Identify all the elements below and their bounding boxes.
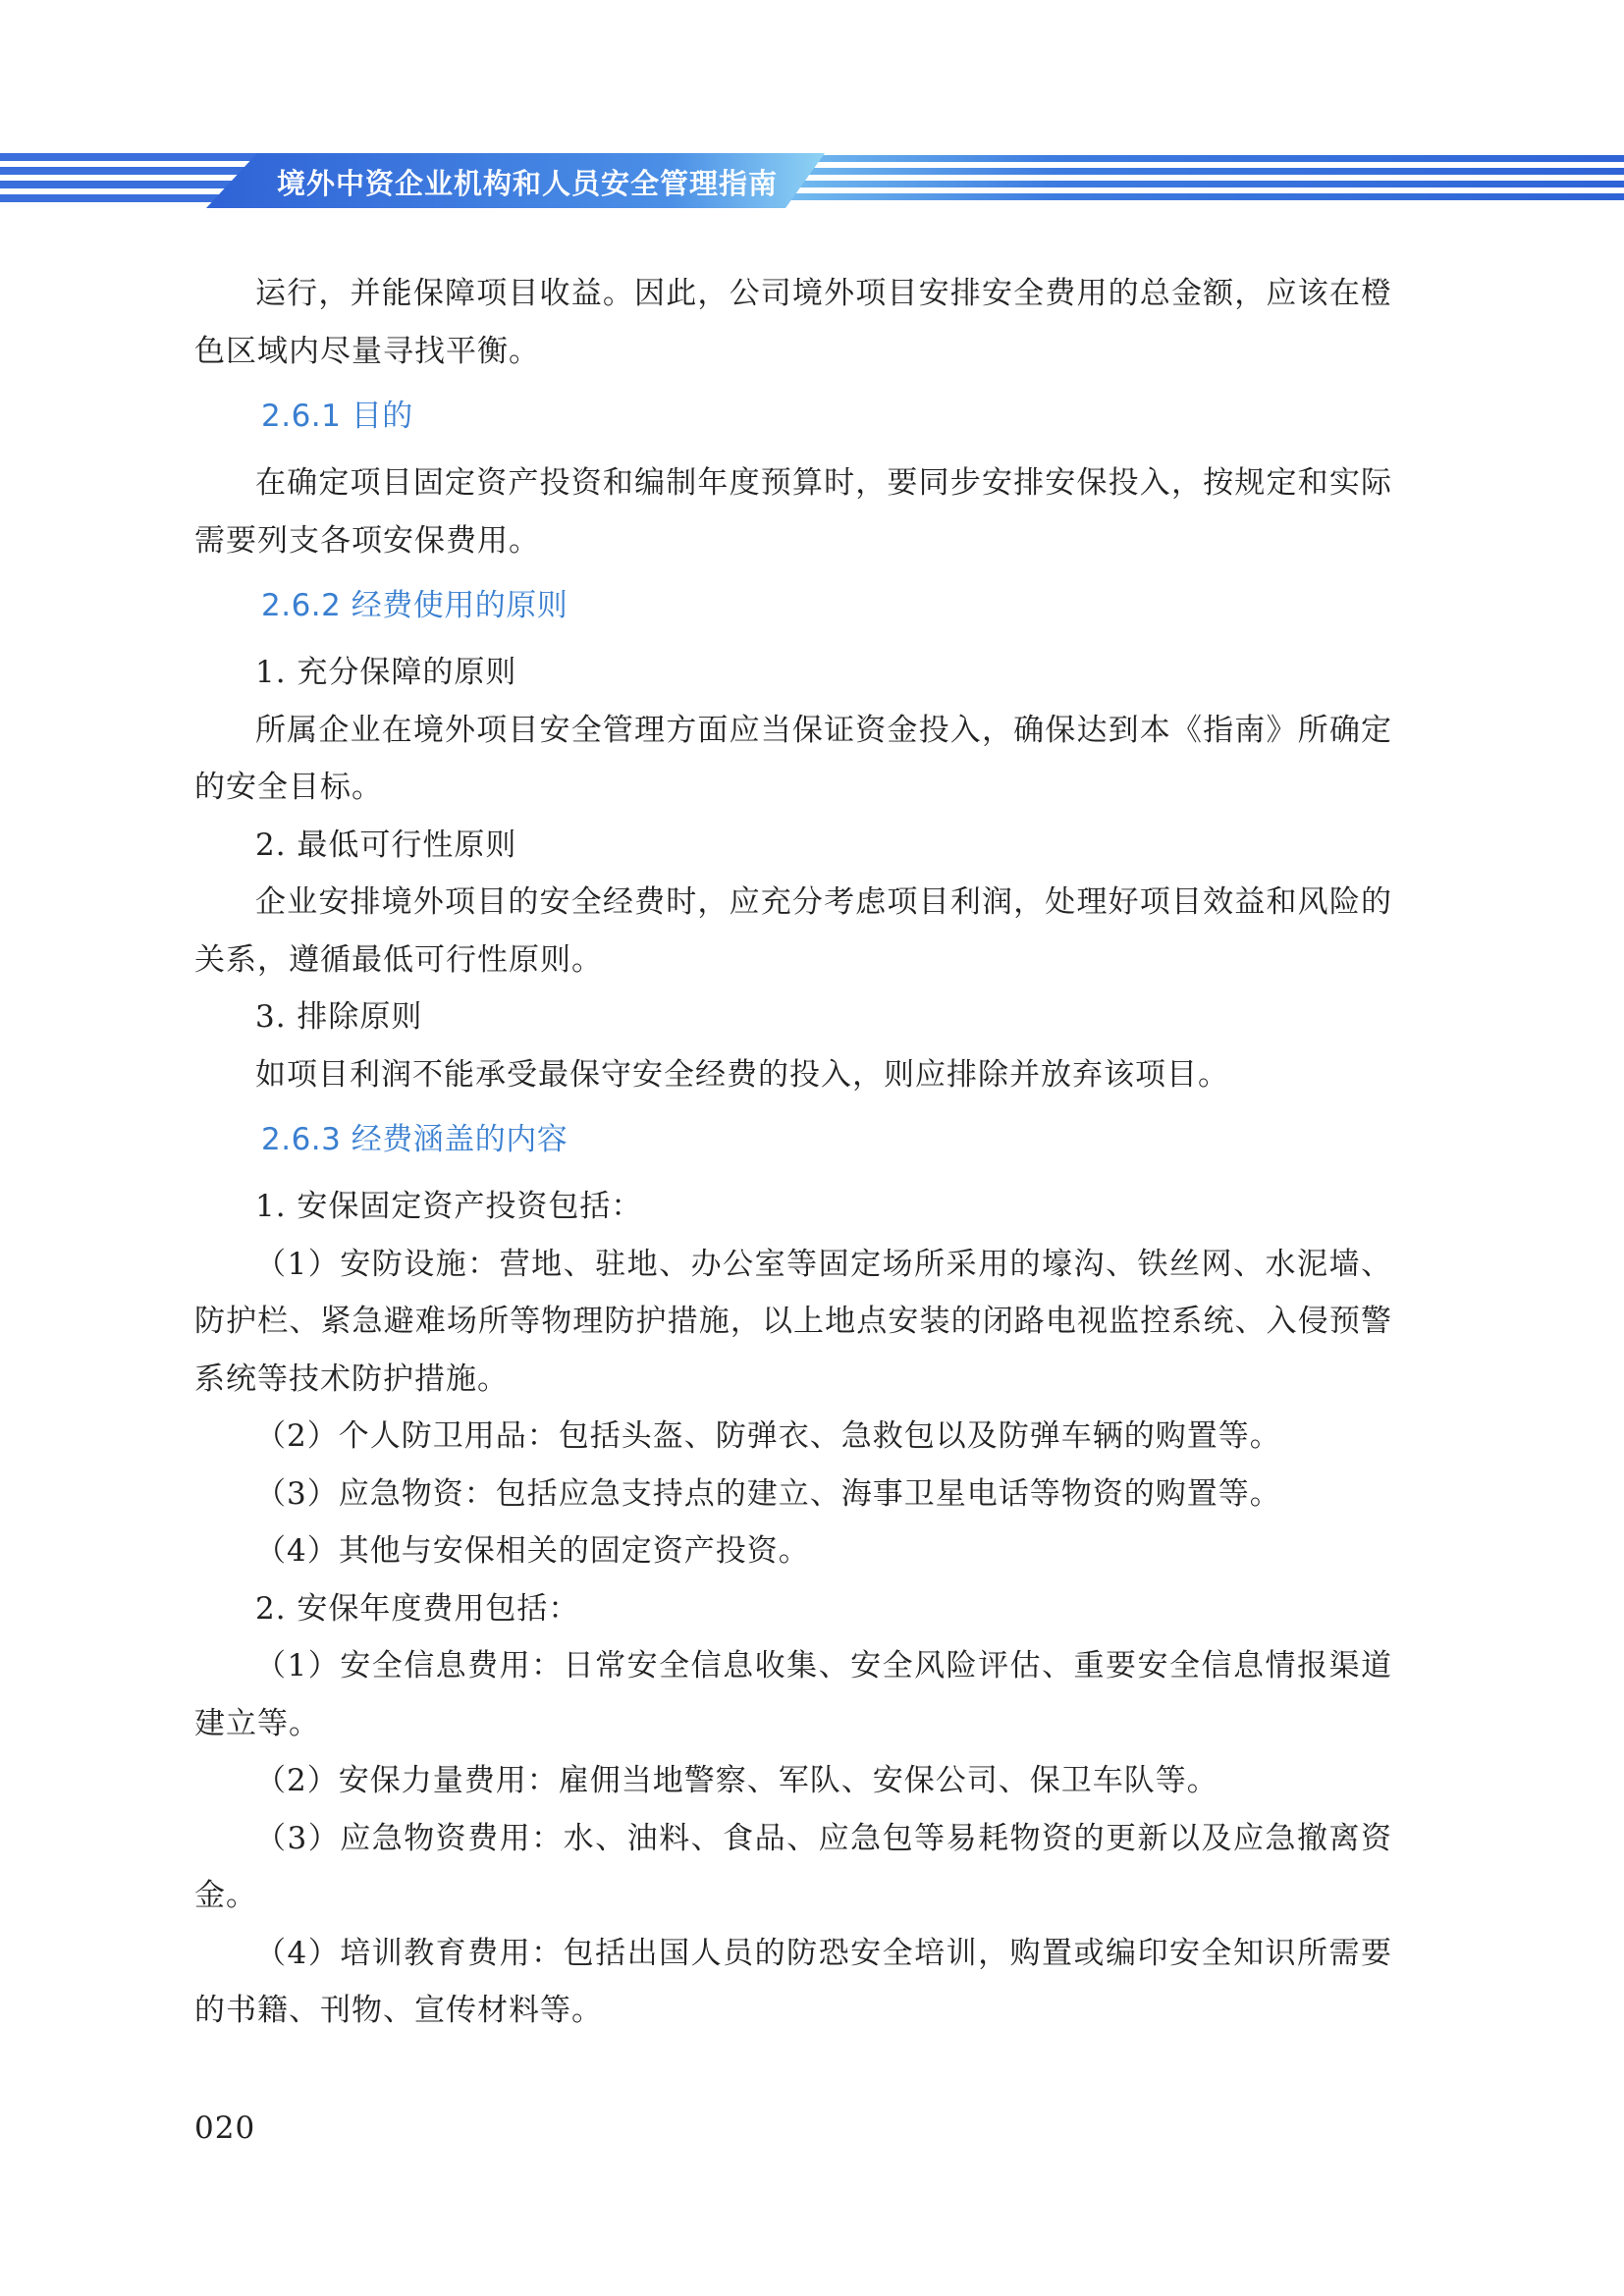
paragraph: 企业安排境外项目的安全经费时，应充分考虑项目利润，处理好项目效益和风险的关系，遵循最低可行性原则。 <box>194 884 1392 978</box>
paragraph: 1. 充分保障的原则 <box>255 655 517 690</box>
section-heading: 2.6.2 经费使用的原则 <box>261 588 568 623</box>
running-header-title: 境外中资企业机构和人员安全管理指南 <box>277 167 779 200</box>
paragraph: 在确定项目固定资产投资和编制年度预算时，要同步安排安保投入，按规定和实际需要列支各项安保费用。 <box>194 465 1392 559</box>
paragraph: （2）个人防卫用品：包括头盔、防弹衣、急救包以及防弹车辆的购置等。 <box>255 1418 1281 1454</box>
paragraph: （2）安保力量费用：雇佣当地警察、军队、安保公司、保卫车队等。 <box>255 1763 1218 1798</box>
section-heading: 2.6.1 目的 <box>261 399 413 434</box>
section-heading: 2.6.3 经费涵盖的内容 <box>261 1122 568 1157</box>
paragraph: （3）应急物资费用：水、油料、食品、应急包等易耗物资的更新以及应急撤离资金。 <box>194 1820 1392 1913</box>
paragraph: 运行，并能保障项目收益。因此，公司境外项目安排安全费用的总金额，应该在橙色区域内尽量寻找平衡。 <box>194 276 1392 369</box>
paragraph: （1）安防设施：营地、驻地、办公室等固定场所采用的壕沟、铁丝网、水泥墙、防护栏、紧急避难场所等物理防护措施，以上地点安装的闭路电视监控系统、入侵预警系统等技术防护措施。 <box>194 1246 1392 1397</box>
page-number: 020 <box>194 2110 256 2146</box>
header-banner <box>0 153 1624 208</box>
paragraph: 2. 最低可行性原则 <box>255 827 517 863</box>
paragraph: 2. 安保年度费用包括： <box>255 1590 580 1627</box>
paragraph: 如项目利润不能承受最保守安全经费的投入，则应排除并放弃该项目。 <box>255 1056 1229 1093</box>
header-stripes-graphic <box>0 153 1624 208</box>
paragraph: 1. 安保固定资产投资包括： <box>255 1189 643 1224</box>
paragraph: （4）其他与安保相关的固定资产投资。 <box>255 1533 810 1569</box>
paragraph: 3. 排除原则 <box>255 999 423 1035</box>
paragraph: （4）培训教育费用：包括出国人员的防恐安全培训，购置或编印安全知识所需要的书籍、刊物、宣传材料等。 <box>194 1935 1392 2028</box>
paragraph: （3）应急物资：包括应急支持点的建立、海事卫星电话等物资的购置等。 <box>255 1475 1281 1512</box>
paragraph: 所属企业在境外项目安全管理方面应当保证资金投入，确保达到本《指南》所确定的安全目标。 <box>194 712 1392 805</box>
page-body <box>194 265 1392 2040</box>
paragraph: （1）安全信息费用：日常安全信息收集、安全风险评估、重要安全信息情报渠道建立等。 <box>194 1648 1392 1741</box>
